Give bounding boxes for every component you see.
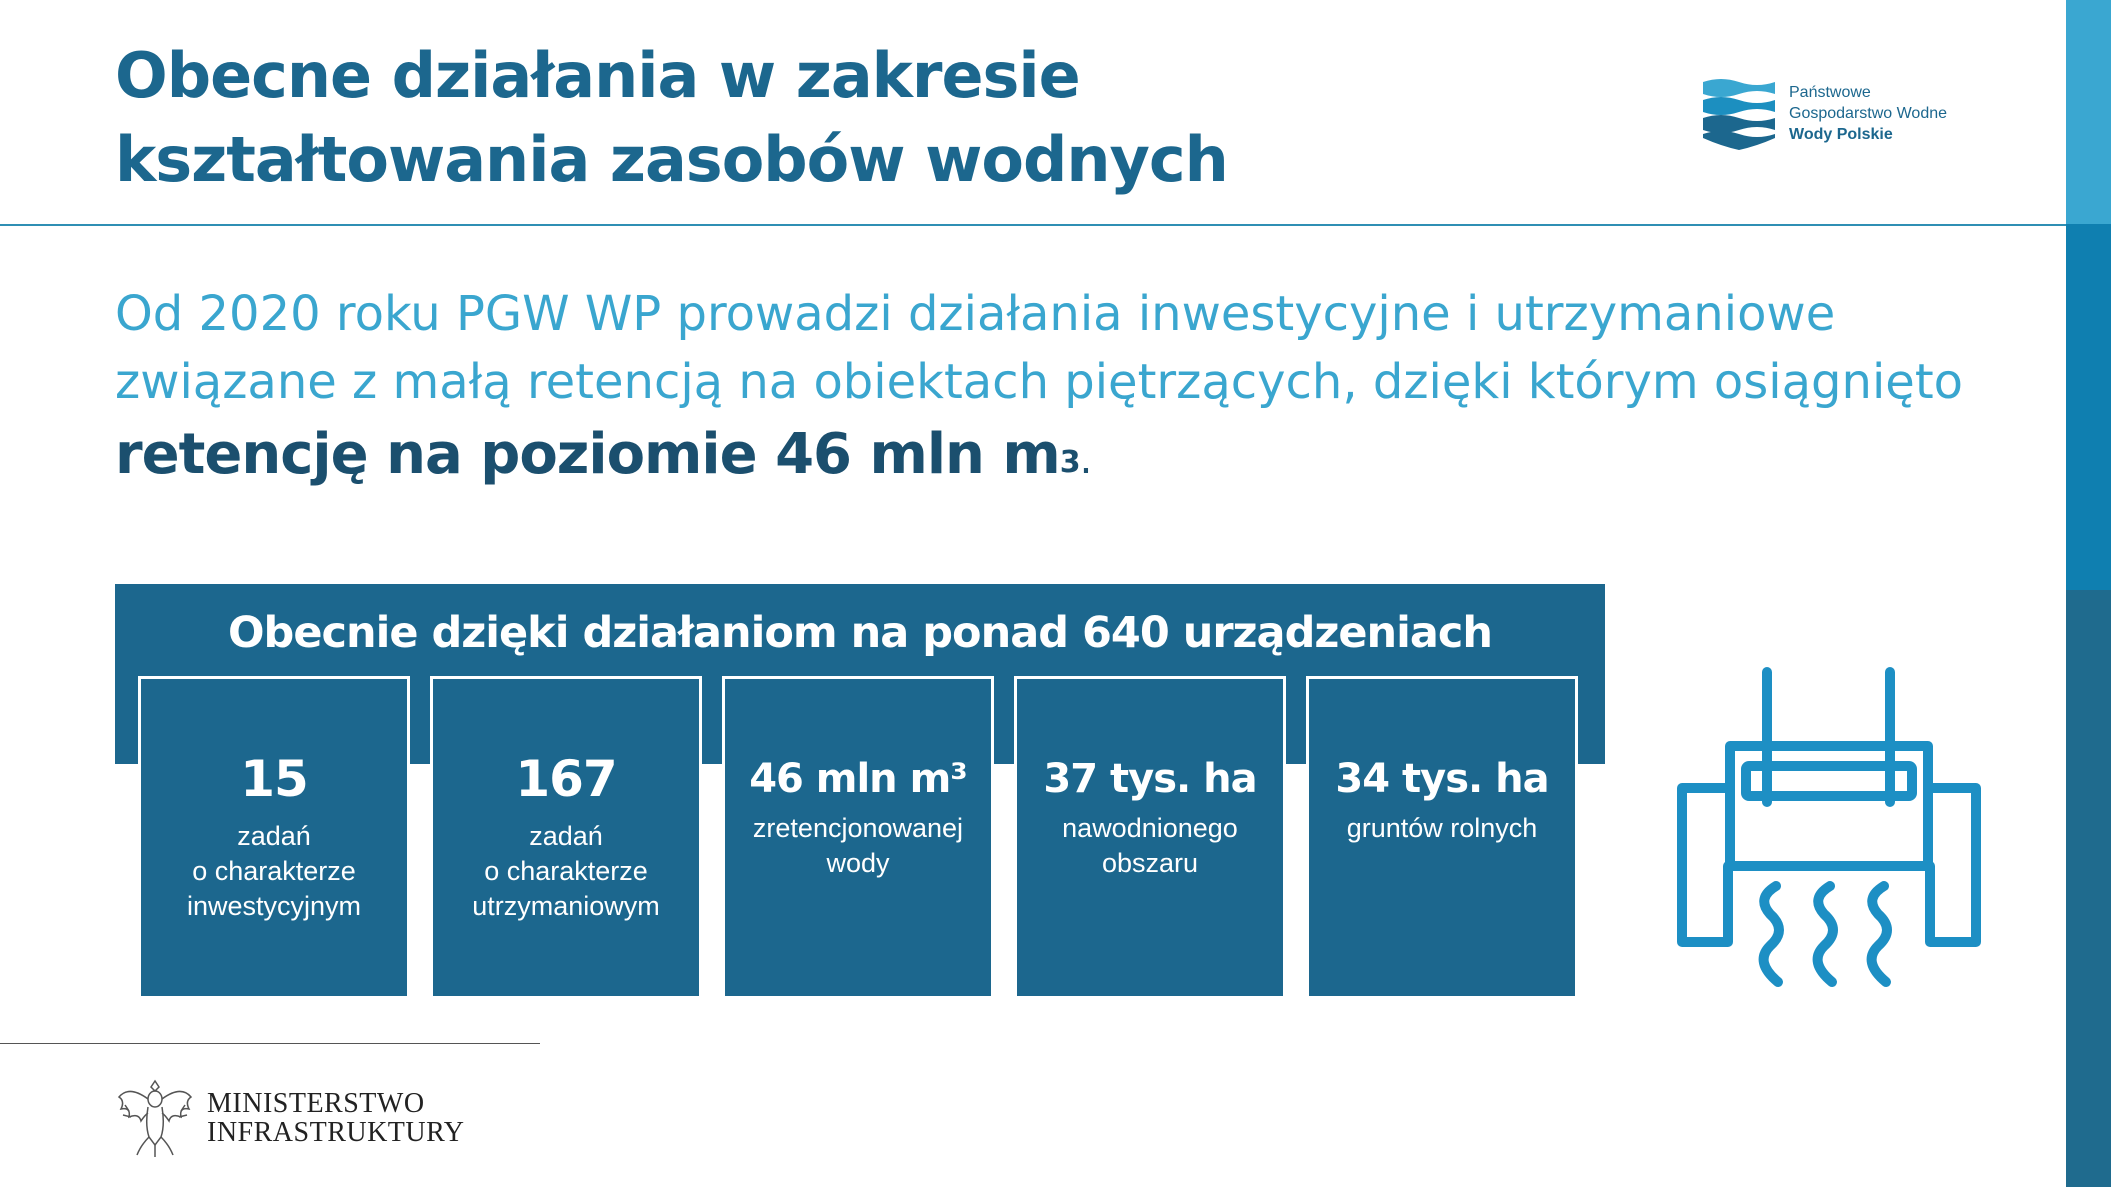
stat-description bbox=[433, 819, 699, 924]
stat-card-irrigated-area bbox=[1014, 676, 1286, 999]
stat-description-line: obszaru bbox=[1101, 848, 1199, 878]
stat-description-line: zadań bbox=[529, 821, 603, 851]
stat-value: 167 bbox=[515, 750, 617, 808]
stat-card-investment-tasks bbox=[138, 676, 410, 999]
intro-line-2: związane z małą retencją na obiektach piętrzących, dzięki którym osiągnięto bbox=[115, 354, 1963, 410]
header-divider bbox=[0, 224, 2066, 226]
ministry-logo bbox=[115, 1075, 475, 1165]
stat-value: 46 mln m³ bbox=[749, 756, 967, 802]
stat-description-line: o charakterze bbox=[484, 856, 648, 886]
logo-text-line-3: Wody Polskie bbox=[1789, 126, 1893, 143]
intro-highlight bbox=[115, 416, 2015, 499]
polish-eagle-emblem-icon bbox=[115, 1075, 195, 1161]
title-line-1: Obecne działania w zakresie bbox=[115, 39, 1080, 112]
footer-divider bbox=[0, 1043, 540, 1044]
intro-paragraph bbox=[115, 280, 2015, 499]
stat-description-line: zadań bbox=[237, 821, 311, 851]
stat-description bbox=[1309, 811, 1575, 846]
title-line-2: kształtowania zasobów wodnych bbox=[115, 123, 1228, 196]
stat-value: 34 tys. ha bbox=[1335, 756, 1549, 802]
wody-polskie-logo bbox=[1703, 76, 1993, 156]
weir-illustration bbox=[1670, 662, 1990, 1002]
side-accent-bar-middle bbox=[2066, 224, 2111, 590]
stat-value: 37 tys. ha bbox=[1043, 756, 1257, 802]
stat-card-farmland bbox=[1306, 676, 1578, 999]
logo-text-line-1: Państwowe bbox=[1789, 84, 1871, 101]
logo-text-line-2: Gospodarstwo Wodne bbox=[1789, 105, 1948, 122]
intro-highlight-text: retencję na poziomie 46 mln m bbox=[115, 422, 1060, 487]
intro-line-1: Od 2020 roku PGW WP prowadzi działania inwestycyjne i utrzymaniowe bbox=[115, 286, 1836, 342]
stat-description bbox=[141, 819, 407, 924]
wody-polskie-waves-icon bbox=[1703, 76, 1775, 150]
intro-end-period: . bbox=[1079, 437, 1092, 483]
ministry-name-line-1: MINISTERSTWO bbox=[207, 1088, 425, 1119]
page-title bbox=[115, 34, 1228, 202]
stat-value: 15 bbox=[240, 750, 308, 808]
intro-highlight-superscript: 3 bbox=[1059, 445, 1080, 480]
side-accent-bar-top bbox=[2066, 0, 2111, 224]
stat-card-maintenance-tasks bbox=[430, 676, 702, 999]
stat-description-line: zretencjonowanej bbox=[752, 813, 964, 843]
ministry-name-line-2: INFRASTRUKTURY bbox=[207, 1117, 465, 1148]
side-accent-bar-bottom bbox=[2066, 590, 2111, 1187]
stat-description-line: wody bbox=[826, 848, 890, 878]
stats-banner-title: Obecnie dzięki działaniom na ponad 640 urządzeniach bbox=[227, 608, 1493, 658]
weir-water-structure-icon bbox=[1670, 662, 1990, 1002]
stat-description-line: gruntów rolnych bbox=[1346, 813, 1538, 843]
stat-description bbox=[1017, 811, 1283, 881]
stat-description-line: nawodnionego bbox=[1062, 813, 1238, 843]
stat-card-retained-water bbox=[722, 676, 994, 999]
stat-description-line: inwestycyjnym bbox=[186, 891, 362, 921]
stat-description-line: o charakterze bbox=[192, 856, 356, 886]
stat-description bbox=[725, 811, 991, 881]
stat-description-line: utrzymaniowym bbox=[472, 891, 660, 921]
